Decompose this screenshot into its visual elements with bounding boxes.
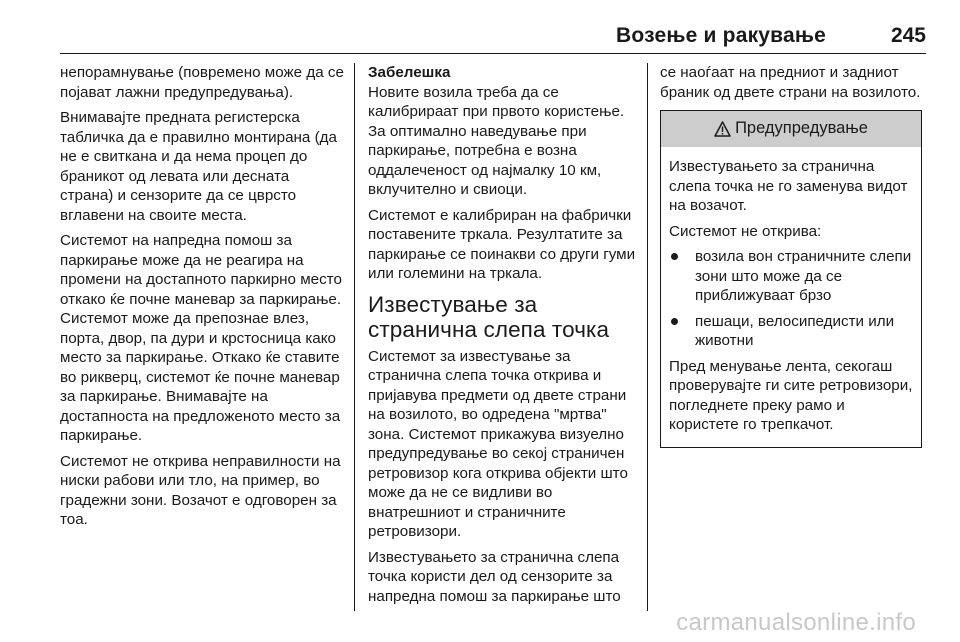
page-number: 245 <box>890 24 926 47</box>
column-divider-2 <box>647 63 648 611</box>
paragraph: Системот на напредна помош за паркирање може да не реагира на промени на достапното паркирно место откако ќе почне маневар за паркирање. Системот може да препознае влез, порта, двор, па дури и крстосница како место за паркирање. Откако ќе ставите во рикверц, системот ќе почне маневар за паркирање. Внимавајте на достапноста на предложеното место за паркирање. <box>60 232 342 444</box>
paragraph: се наоѓаат на предниот и задниот браник од двете страни на возилото. <box>660 64 921 101</box>
bullet-icon <box>671 253 678 260</box>
warning-box <box>660 110 922 448</box>
warning-list-intro: Системот не открива: <box>669 222 822 240</box>
warning-closing: Пред менување лента, секогаш проверувајте ги сите ретровизори, погледнете преку рамо и користете го трепкачот. <box>669 357 913 433</box>
bullet-icon <box>671 318 678 325</box>
warning-header <box>661 111 921 147</box>
chapter-title: Возење и ракување <box>616 24 826 47</box>
list-item <box>669 312 913 351</box>
note-body: Новите возила треба да се калибрираат при првото користење. За оптимално наведување при паркирање, потребна е возна оддалеченост од најмалку 10 км, вклучително и свиоци. <box>368 83 625 198</box>
paragraph: Системот за известување за странична слепа точка открива и пријавува предмети од двете страни на возилото, во одредена "мртва" зона. Системот прикажува визуелно предупредување во секој страничен ретровизор кога открива објекти што може да не се видливи во внатрешниот и страничните ретровизори. <box>368 347 628 540</box>
page-header <box>60 10 926 54</box>
warning-intro: Известувањето за странична слепа точка не го заменува видот на возачот. <box>669 158 908 214</box>
paragraph: Известувањето за странична слепа точка користи дел од сензорите за напредна помош за паркирање што <box>368 548 621 605</box>
list-item-text: возила вон страничните слепи зони што може да се приближуваат брзо <box>695 248 912 304</box>
list-item <box>669 247 913 306</box>
header-rule <box>60 53 926 54</box>
warning-list <box>669 247 913 351</box>
note-title: Забелешка <box>368 64 451 81</box>
warning-title: Предупредување <box>735 119 868 138</box>
warning-triangle-icon <box>714 121 731 137</box>
column-divider-1 <box>354 63 355 611</box>
paragraph: непорамнување (повремено може да се појават лажни предупредувања). <box>60 64 344 101</box>
paragraph: Системот е калибриран на фабрички поставените тркала. Резултатите за паркирање се поинакви со други гуми или големини на тркала. <box>368 206 636 282</box>
watermark: carmanualsonline.info <box>676 609 916 636</box>
column-right <box>660 63 930 448</box>
paragraph: Системот не открива неправилности на ниски рабови или тло, на пример, во градежни зони. Возачот е одговорен за тоа. <box>60 452 341 528</box>
column-middle <box>368 63 636 612</box>
paragraph: Внимавајте предната регистерска табличка да е правилно монтирана (да не е свиткана и да нема процеп до браникот од левата или десната страна) и сензорите да се цврсто вглавени на своите места. <box>60 109 337 224</box>
column-left <box>60 63 345 536</box>
list-item-text: пешаци, велосипедисти или животни <box>695 312 895 349</box>
section-heading: Известување за странична слепа точка <box>368 291 610 342</box>
warning-body <box>661 147 921 447</box>
